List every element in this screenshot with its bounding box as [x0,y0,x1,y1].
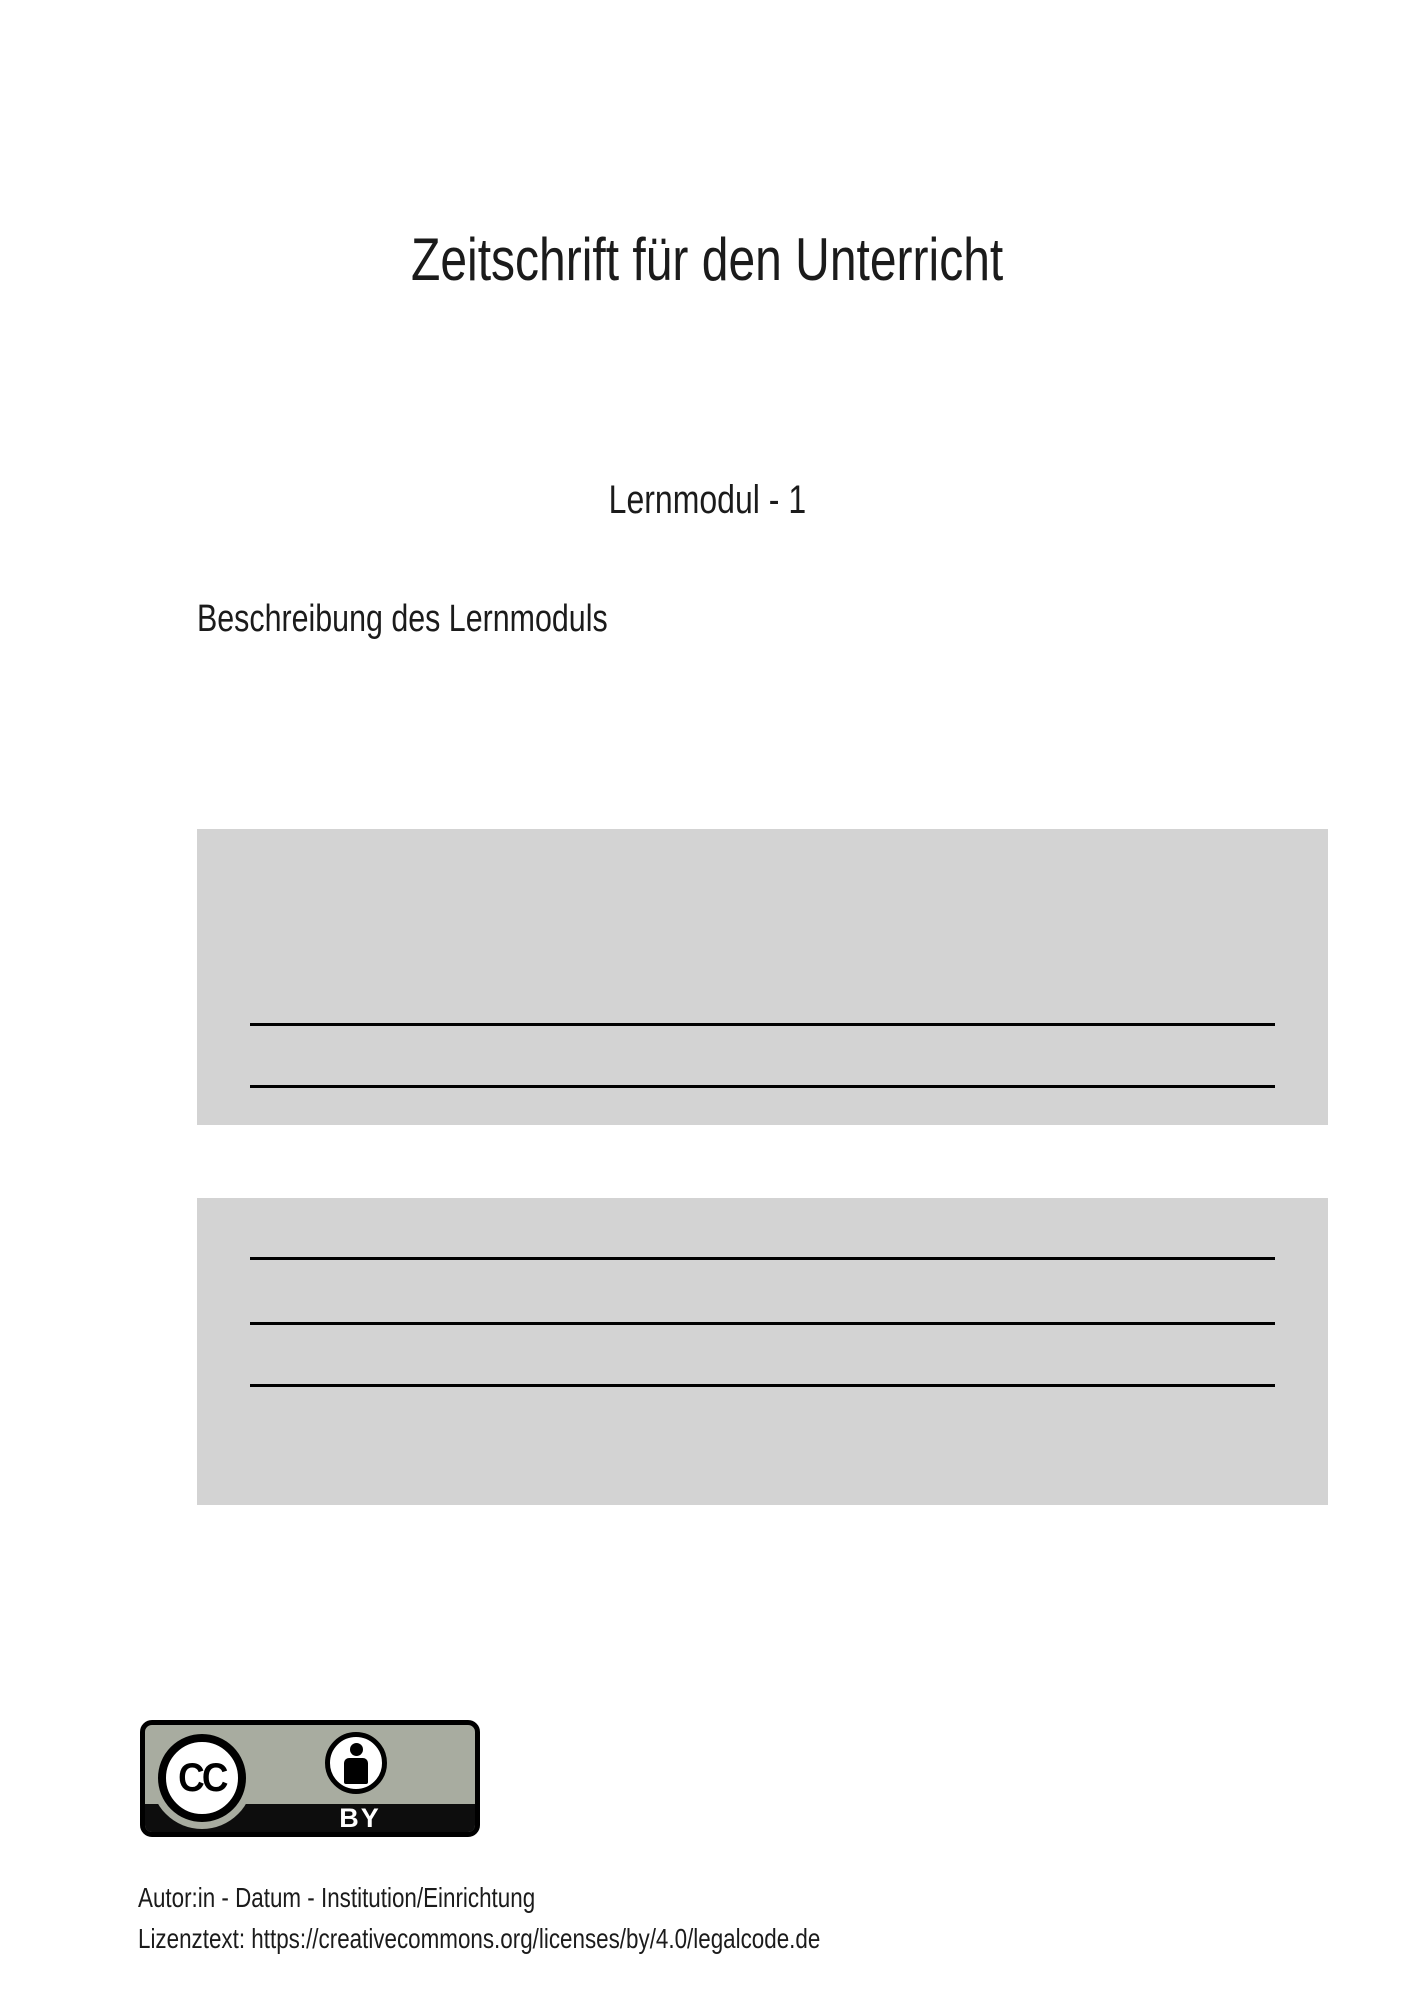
person-head [350,1743,363,1756]
module-label-text: Lernmodul - 1 [608,478,806,522]
write-in-line [250,1085,1275,1088]
page-title-text: Zeitschrift für den Unterricht [410,226,1004,293]
author-line [138,1877,991,1918]
by-label: BY [339,1803,381,1833]
section-heading [197,600,710,640]
module-label [0,479,1414,521]
person-body [344,1758,368,1784]
write-in-line [250,1023,1275,1026]
answer-box-1 [197,829,1328,1125]
cc-by-license-badge [140,1720,480,1837]
write-in-line [250,1384,1275,1387]
answer-box-2 [197,1198,1328,1505]
write-in-line [250,1257,1275,1260]
cc-label: CC [178,1755,226,1800]
author-line-text: Autor:in - Datum - Institution/Einrichtung [138,1882,536,1913]
write-in-line [250,1322,1275,1325]
license-footer [138,1877,991,1959]
license-url-line [138,1918,991,1959]
page-title [0,228,1414,291]
cc-logo-icon [158,1734,246,1822]
section-heading-text: Beschreibung des Lernmoduls [197,598,608,640]
attribution-person-icon [325,1732,387,1794]
license-url-text: Lizenztext: https://creativecommons.org/licenses/by/4.0/legalcode.de [138,1923,821,1954]
